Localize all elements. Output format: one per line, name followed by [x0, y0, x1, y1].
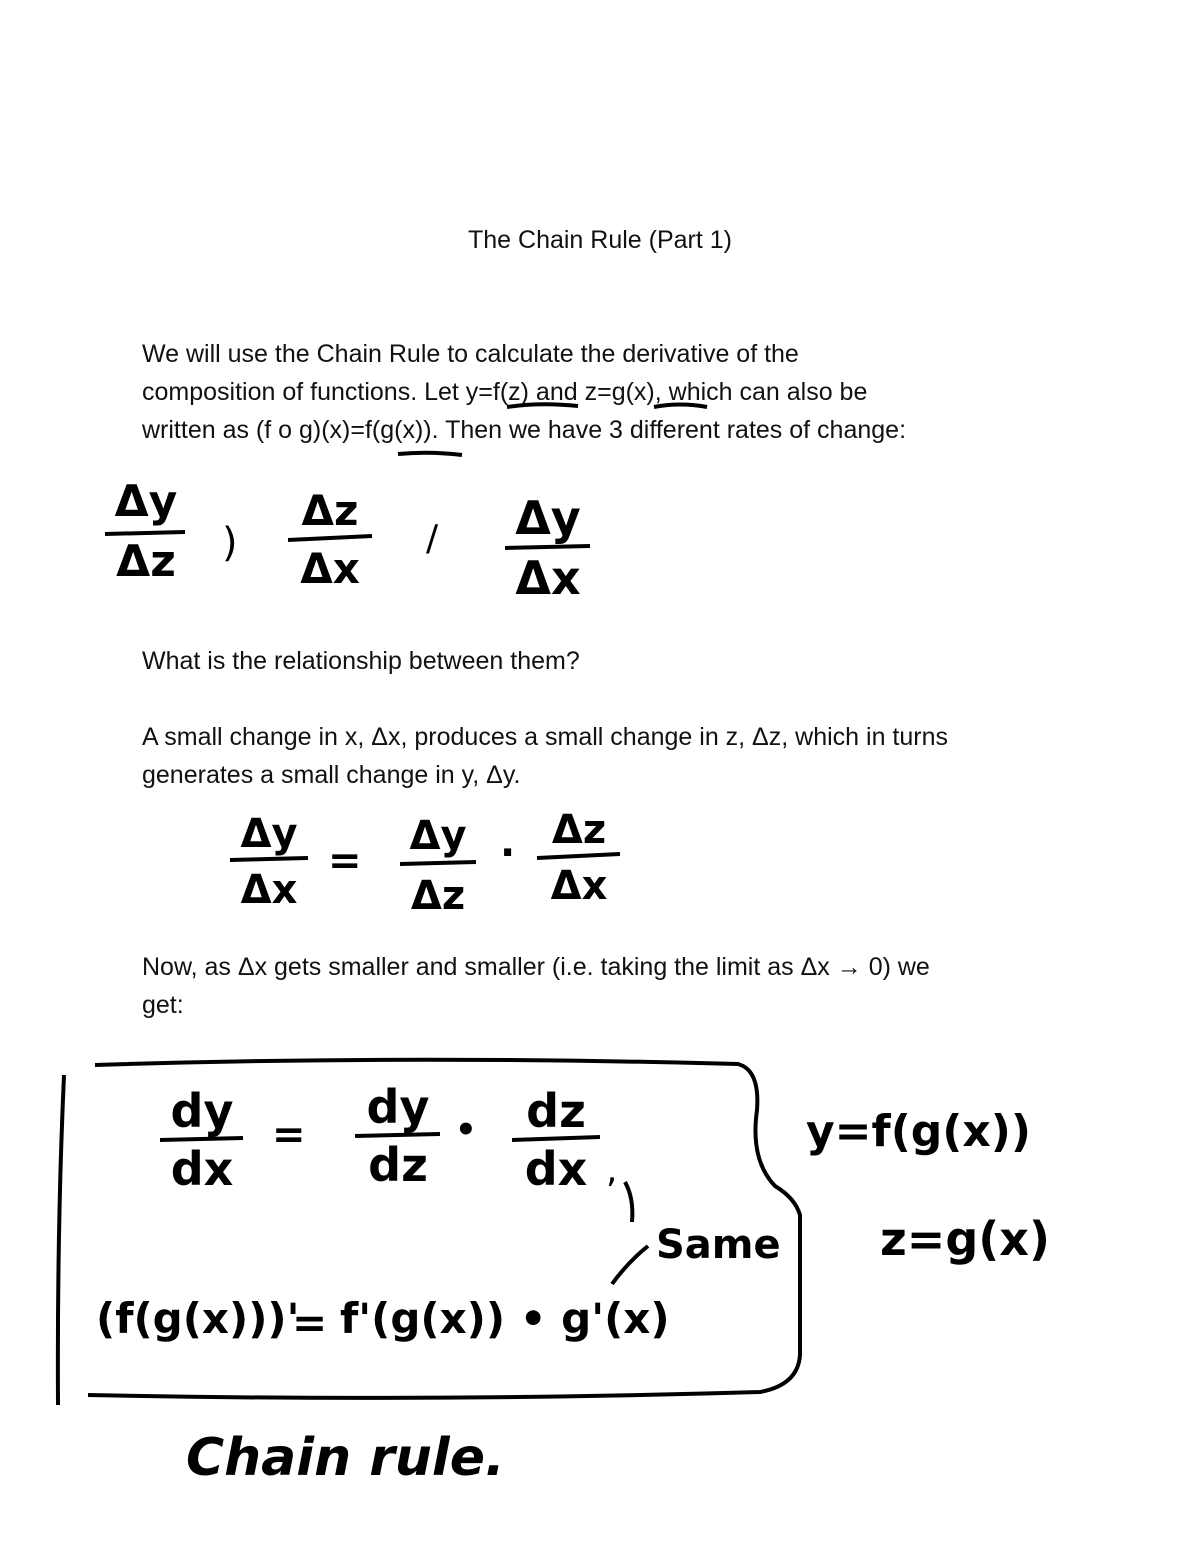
underline-mark [507, 404, 578, 407]
limit-line-2: get: [142, 991, 184, 1019]
derivative-factor-1: dy dz [366, 1080, 430, 1192]
rate-separator: / [426, 518, 439, 559]
delta-factor-2: Δz Δx [550, 807, 608, 909]
explanation-line-2: generates a small change in y, Δy. [142, 761, 521, 789]
rate-separator: ) [222, 520, 238, 566]
derivative-equals: = [272, 1112, 306, 1158]
delta-factor-1: Δy Δz [409, 813, 467, 919]
intro-line-2: composition of functions. Let y=f(z) and z=g(x), which can also be [142, 378, 868, 406]
z-definition: z=g(x) [880, 1212, 1050, 1266]
intro-line-1: We will use the Chain Rule to calculate the derivative of the [142, 340, 799, 368]
prime-lhs: (f(g(x)))' [96, 1294, 300, 1343]
y-definition: y=f(g(x)) [806, 1106, 1032, 1157]
same-pointer [625, 1182, 632, 1222]
derivative-dot: • [455, 1110, 477, 1150]
rate-dy-dx: Δy Δx [515, 491, 581, 605]
box-left-stroke [58, 1075, 64, 1405]
underline-mark [654, 405, 707, 408]
delta-equals: = [328, 838, 362, 884]
derivative-comma: , [606, 1150, 618, 1191]
rate-dz-dx: Δz Δx [300, 486, 360, 593]
same-pointer [612, 1246, 648, 1284]
question-text: What is the relationship between them? [142, 647, 580, 675]
rate-dy-dz: Δy Δz [114, 476, 178, 587]
chain-rule-caption: Chain rule. [186, 1428, 505, 1488]
delta-lhs: Δy Δx [240, 811, 298, 913]
delta-dot: · [500, 830, 516, 876]
page-title: The Chain Rule (Part 1) [467, 226, 732, 254]
derivative-lhs: dy dx [170, 1084, 234, 1196]
same-label: Same [656, 1222, 781, 1268]
intro-line-3: written as (f o g)(x)=f(g(x)). Then we have 3 different rates of change: [142, 416, 907, 444]
explanation-line-1: A small change in x, Δx, produces a small change in z, Δz, which in turns [142, 723, 948, 751]
prime-equals: = [292, 1298, 328, 1347]
prime-rhs: f'(g(x)) • g'(x) [340, 1294, 670, 1343]
underline-mark [398, 453, 462, 455]
derivative-factor-2: dz dx [524, 1084, 588, 1196]
limit-line-1: Now, as Δx gets smaller and smaller (i.e. taking the limit as Δx → 0) we [142, 953, 930, 981]
